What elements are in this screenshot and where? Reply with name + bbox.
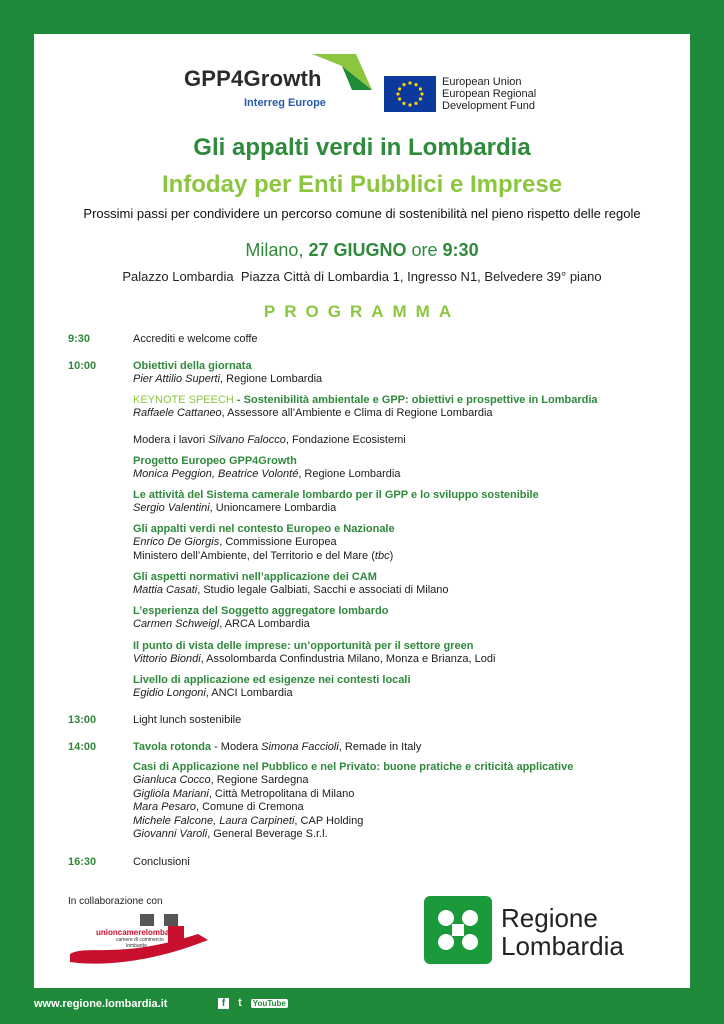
roundtable-line xyxy=(133,741,673,754)
unioncamere-logo xyxy=(68,914,208,966)
union-sub-2: lombarde xyxy=(126,943,147,949)
program-item xyxy=(133,523,673,563)
eu-line-3: Development Fund xyxy=(442,100,535,112)
program-item xyxy=(133,360,673,387)
speaker-org: , General Beverage S.r.l. xyxy=(207,828,328,841)
time-slot: 13:00 xyxy=(68,714,97,726)
moderator-label: Modera i lavori xyxy=(133,434,209,446)
speaker-line xyxy=(133,536,673,549)
main-title: Gli appalti verdi in Lombardia xyxy=(193,134,531,161)
program-text: Light lunch sostenibile xyxy=(133,714,242,726)
ministry-text: Ministero dell’Ambiente, del Territorio e del Mare ( xyxy=(133,549,375,562)
date-ore: ore xyxy=(411,240,438,260)
social-links xyxy=(218,997,294,1009)
programma-heading: PROGRAMMA xyxy=(263,302,461,321)
speaker-name: Gigliola Mariani xyxy=(133,787,209,800)
speaker-name: Raffaele Cattaneo xyxy=(133,407,222,420)
regione-line-2: Lombardia xyxy=(501,931,624,961)
event-date xyxy=(34,240,690,261)
speaker-line xyxy=(133,407,673,420)
footer-url[interactable]: www.regione.lombardia.it xyxy=(34,998,168,1010)
speaker-extra xyxy=(133,550,673,563)
eu-flag-icon xyxy=(384,76,436,112)
speaker-name: Sergio Valentini xyxy=(133,502,210,515)
speaker-line xyxy=(133,801,673,814)
speaker-org: , Città Metropolitana di Milano xyxy=(208,787,355,800)
speaker-org: , Studio legale Galbiati, Sacchi e associati di Milano xyxy=(197,584,449,597)
tbc-text: tbc xyxy=(374,549,390,562)
eu-text xyxy=(442,76,536,112)
union-wordmark: unioncamerelombardia xyxy=(96,928,185,937)
speaker-name: Vittorio Biondi xyxy=(133,653,201,666)
date-day: 27 GIUGNO xyxy=(308,240,407,260)
program-item xyxy=(133,333,673,346)
speaker-org: , Regione Sardegna xyxy=(210,774,309,787)
program-heading: Obiettivi della giornata xyxy=(133,360,252,372)
venue-address: Piazza Città di Lombardia 1, Ingresso N1, Belvedere 39° piano xyxy=(240,269,602,284)
speaker-name: Mara Pesaro xyxy=(133,801,196,814)
time-slot: 9:30 xyxy=(68,333,91,345)
speaker-name: Giovanni Varoli xyxy=(133,828,208,841)
speaker-line xyxy=(133,774,673,787)
speaker-line xyxy=(133,618,673,631)
facebook-icon[interactable]: f xyxy=(218,998,229,1009)
poster xyxy=(34,34,690,988)
speaker-org: , CAP Holding xyxy=(294,814,364,827)
youtube-icon[interactable]: YouTube xyxy=(252,999,286,1008)
speaker-name: Carmen Schweigl xyxy=(133,618,220,631)
program-heading: Gli aspetti normativi nell’applicazione dei CAM xyxy=(133,571,377,583)
program-item xyxy=(133,434,673,447)
program-heading: Tavola rotonda xyxy=(133,741,212,753)
program-heading: Gli appalti verdi nel contesto Europeo e Nazionale xyxy=(133,523,395,535)
speaker-line xyxy=(133,584,673,597)
interreg-logo: Interreg Europe xyxy=(244,97,326,109)
speaker-org: , Commissione Europea xyxy=(219,536,337,549)
union-sub-1: camere di commercio xyxy=(116,937,164,943)
program-heading: Casi di Applicazione nel Pubblico e nel Privato: buone pratiche e criticità applicative xyxy=(133,761,574,773)
speaker-line xyxy=(133,468,673,481)
speaker-org: , Assessore all’Ambiente e Clima di Regione Lombardia xyxy=(221,407,493,420)
moderator-label: - Modera xyxy=(211,741,262,753)
program-item xyxy=(133,674,673,701)
eu-line-2: European Regional xyxy=(442,88,537,100)
moderator-org: , Remade in Italy xyxy=(338,741,422,753)
speaker-line xyxy=(133,653,673,666)
speaker-line xyxy=(133,815,673,828)
speaker-org: , ARCA Lombardia xyxy=(219,618,310,631)
moderator-name: Silvano Falocco xyxy=(208,434,286,446)
program-item xyxy=(133,761,673,841)
speaker-name: Enrico De Giorgis xyxy=(133,536,220,549)
program-text: Accrediti e welcome coffe xyxy=(133,333,258,345)
program-item xyxy=(133,455,673,482)
program-heading: Progetto Europeo GPP4Growth xyxy=(133,455,297,467)
program-item xyxy=(133,640,673,667)
regione-lombardia-logo xyxy=(501,904,624,960)
program-item xyxy=(133,489,673,516)
speaker-name: Pier Attilio Superti xyxy=(133,373,221,386)
program-item xyxy=(133,741,673,754)
speaker-org: , ANCI Lombardia xyxy=(205,687,293,700)
keynote-title: - Sostenibilità ambientale e GPP: obiettivi e prospettive in Lombardia xyxy=(233,394,598,406)
moderator-org: , Fondazione Ecosistemi xyxy=(285,434,406,446)
program-heading: L’esperienza del Soggetto aggregatore lombardo xyxy=(133,605,389,617)
program-heading: Il punto di vista delle imprese: un’opportunità per il settore green xyxy=(133,640,474,652)
header-logos xyxy=(34,44,690,114)
speaker-line xyxy=(133,373,673,386)
program-heading: Le attività del Sistema camerale lombardo per il GPP e lo sviluppo sostenibile xyxy=(133,489,539,501)
speaker-org: , Comune di Cremona xyxy=(195,801,304,814)
speaker-name: Egidio Longoni xyxy=(133,687,206,700)
paren-close: ) xyxy=(389,549,394,562)
speaker-name: Gianluca Cocco xyxy=(133,774,211,787)
regione-line-1: Regione xyxy=(501,903,598,933)
gpp4growth-logo: GPP4Growth xyxy=(184,66,322,91)
speaker-org: , Assolombarda Confindustria Milano, Monza e Brianza, Lodi xyxy=(200,653,496,666)
moderator-line xyxy=(133,434,673,447)
program-item xyxy=(133,394,673,421)
collaboration-label: In collaborazione con xyxy=(68,896,163,907)
program-item xyxy=(133,856,673,869)
speaker-org: , Regione Lombardia xyxy=(220,373,323,386)
speaker-line xyxy=(133,687,673,700)
program-item xyxy=(133,714,673,727)
program-item xyxy=(133,571,673,598)
eu-line-1: European Union xyxy=(442,76,522,88)
program-heading: Livello di applicazione ed esigenze nei contesti locali xyxy=(133,674,411,686)
speaker-name: Monica Peggion, Beatrice Volonté xyxy=(133,468,299,481)
time-slot: 14:00 xyxy=(68,741,97,753)
twitter-icon[interactable]: t xyxy=(238,997,242,1009)
time-slot: 16:30 xyxy=(68,856,97,868)
keynote-line xyxy=(133,394,673,407)
venue xyxy=(34,269,690,284)
speaker-name: Mattia Casati xyxy=(133,584,198,597)
moderator-name: Simona Faccioli xyxy=(261,741,339,753)
speaker-org: , Unioncamere Lombardia xyxy=(209,502,337,515)
keynote-label: KEYNOTE SPEECH xyxy=(133,394,234,406)
venue-name: Palazzo Lombardia xyxy=(122,269,234,284)
time-slot: 10:00 xyxy=(68,360,97,372)
date-time: 9:30 xyxy=(442,240,479,260)
date-city: Milano, xyxy=(245,240,304,260)
speaker-line xyxy=(133,502,673,515)
speaker-org: , Regione Lombardia xyxy=(298,468,401,481)
program-text: Conclusioni xyxy=(133,856,190,868)
speaker-line xyxy=(133,788,673,801)
speaker-name: Michele Falcone, Laura Carpineti xyxy=(133,814,295,827)
speaker-line xyxy=(133,828,673,841)
program-item xyxy=(133,605,673,632)
tagline: Prossimi passi per condividere un percorso comune di sostenibilità nel pieno rispetto delle regole xyxy=(83,206,641,221)
main-subtitle: Infoday per Enti Pubblici e Imprese xyxy=(161,171,563,198)
regione-lombardia-mark-icon xyxy=(424,896,492,964)
